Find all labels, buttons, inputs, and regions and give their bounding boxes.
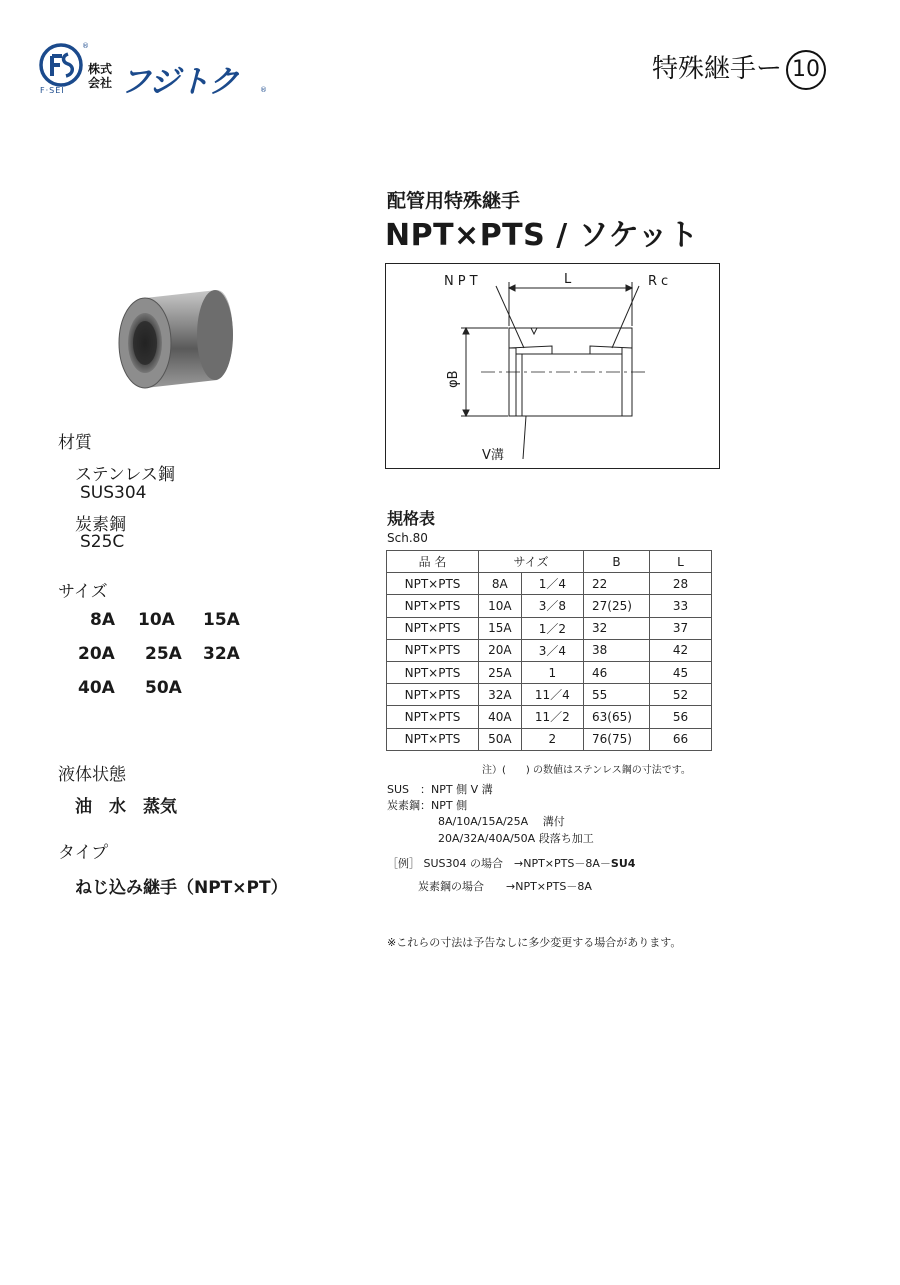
cell-b: 63(65): [584, 706, 650, 728]
type-value: ねじ込み継手（NPT×PT）: [75, 878, 288, 898]
cell-size-a: 10A: [479, 595, 522, 617]
rc-label: Rc: [648, 274, 673, 289]
logo-small-text: F·SEI: [40, 86, 65, 95]
example-suffix: SU4: [610, 857, 636, 870]
table-row: [387, 706, 712, 728]
cell-size-a: 20A: [479, 639, 522, 661]
cell-size-a: 50A: [479, 728, 522, 750]
size-value: 50A: [145, 678, 182, 698]
cell-name: NPT×PTS: [387, 684, 479, 706]
cell-l: 28: [650, 573, 712, 595]
size-label: サイズ: [58, 582, 108, 602]
table-row: [387, 573, 712, 595]
cell-size-inch: 3／4: [521, 639, 583, 661]
cell-size-a: 25A: [479, 661, 522, 683]
registered-mark-icon: ®: [260, 86, 267, 94]
sus-note: SUS ：NPT 側 V 溝: [387, 783, 493, 796]
product-title: NPT×PTS / ソケット: [385, 218, 699, 253]
logo-name: フジトク: [120, 64, 239, 100]
cell-size-inch: 1: [521, 661, 583, 683]
table-row: [387, 728, 712, 750]
cell-size-a: 15A: [479, 617, 522, 639]
cell-name: NPT×PTS: [387, 617, 479, 639]
product-subtitle: 配管用特殊継手: [387, 190, 521, 212]
example-line-2: 炭素鋼の場合 →NPT×PTS－8A: [418, 880, 592, 893]
cell-l: 42: [650, 639, 712, 661]
table-row: [387, 595, 712, 617]
cell-size-a: 32A: [479, 684, 522, 706]
size-value: 32A: [203, 644, 240, 664]
page-title-text: 特殊継手ー: [652, 54, 783, 84]
npt-label: NPT: [444, 274, 482, 289]
carbon-note: 炭素鋼：NPT 側: [387, 799, 468, 812]
size-value: 20A: [78, 644, 115, 664]
material-item: S25C: [80, 532, 125, 552]
cell-size-a: 40A: [479, 706, 522, 728]
cell-name: NPT×PTS: [387, 661, 479, 683]
cell-size-inch: 11／4: [521, 684, 583, 706]
table-row: [387, 661, 712, 683]
table-row: [387, 639, 712, 661]
size-value: 15A: [203, 610, 240, 630]
product-photo: [105, 280, 245, 395]
cell-size-inch: 2: [521, 728, 583, 750]
cell-b: 55: [584, 684, 650, 706]
cell-name: NPT×PTS: [387, 573, 479, 595]
cell-b: 22: [584, 573, 650, 595]
cell-size-inch: 11／2: [521, 706, 583, 728]
col-header-b: B: [584, 551, 650, 573]
cell-b: 32: [584, 617, 650, 639]
fujitoku-mark-icon: [38, 42, 84, 88]
fluid-label: 液体状態: [58, 765, 126, 785]
page-title: [652, 48, 826, 90]
cell-l: 37: [650, 617, 712, 639]
disclaimer: ※これらの寸法は予告なしに多少変更する場合があります。: [387, 936, 682, 949]
col-header-name: 品 名: [387, 551, 479, 573]
fluid-value: 油 水 蒸気: [75, 797, 177, 817]
size-value: 40A: [78, 678, 115, 698]
diameter-label: φB: [446, 370, 461, 388]
cell-l: 52: [650, 684, 712, 706]
cell-size-a: 8A: [479, 573, 522, 595]
example-text: ［例］ SUS304 の場合 →NPT×PTS－8A－: [387, 857, 611, 870]
cell-name: NPT×PTS: [387, 706, 479, 728]
material-item: ステンレス鋼: [75, 465, 175, 485]
material-label: 材質: [58, 433, 92, 453]
size-value: 8A: [90, 610, 115, 630]
paren-note: 注）( ) の数値はステンレス鋼の寸法です。: [482, 765, 691, 776]
table-header-row: [387, 551, 712, 573]
col-header-size: サイズ: [479, 551, 584, 573]
dimension-diagram: [385, 263, 720, 469]
logo-kaisha: 株式会社: [88, 62, 113, 90]
cell-size-inch: 1／2: [521, 617, 583, 639]
size-value: 10A: [138, 610, 175, 630]
material-item: SUS304: [80, 483, 147, 503]
company-logo: [38, 42, 278, 98]
cell-name: NPT×PTS: [387, 728, 479, 750]
cell-b: 46: [584, 661, 650, 683]
material-item: 炭素鋼: [75, 515, 126, 535]
carbon-note-sub: 20A/32A/40A/50A 段落ち加工: [438, 832, 594, 845]
type-label: タイプ: [58, 843, 109, 863]
col-header-l: L: [650, 551, 712, 573]
cell-l: 66: [650, 728, 712, 750]
cell-b: 38: [584, 639, 650, 661]
cell-name: NPT×PTS: [387, 639, 479, 661]
page-number: 10: [786, 50, 826, 90]
cell-size-inch: 1／4: [521, 573, 583, 595]
cell-l: 45: [650, 661, 712, 683]
registered-mark-icon: ®: [82, 42, 89, 50]
length-label: L: [564, 272, 572, 287]
v-groove-label: V溝: [482, 448, 504, 463]
cell-name: NPT×PTS: [387, 595, 479, 617]
spec-table: [386, 550, 712, 751]
cell-l: 33: [650, 595, 712, 617]
table-title: 規格表: [387, 509, 436, 528]
schedule-label: Sch.80: [387, 531, 428, 545]
carbon-note-sub: 8A/10A/15A/25A 溝付: [438, 815, 565, 828]
size-value: 25A: [145, 644, 182, 664]
cell-l: 56: [650, 706, 712, 728]
table-row: [387, 684, 712, 706]
example-line: [387, 855, 635, 871]
cell-b: 27(25): [584, 595, 650, 617]
table-row: [387, 617, 712, 639]
socket-drawing: [386, 264, 718, 467]
cell-size-inch: 3／8: [521, 595, 583, 617]
cell-b: 76(75): [584, 728, 650, 750]
